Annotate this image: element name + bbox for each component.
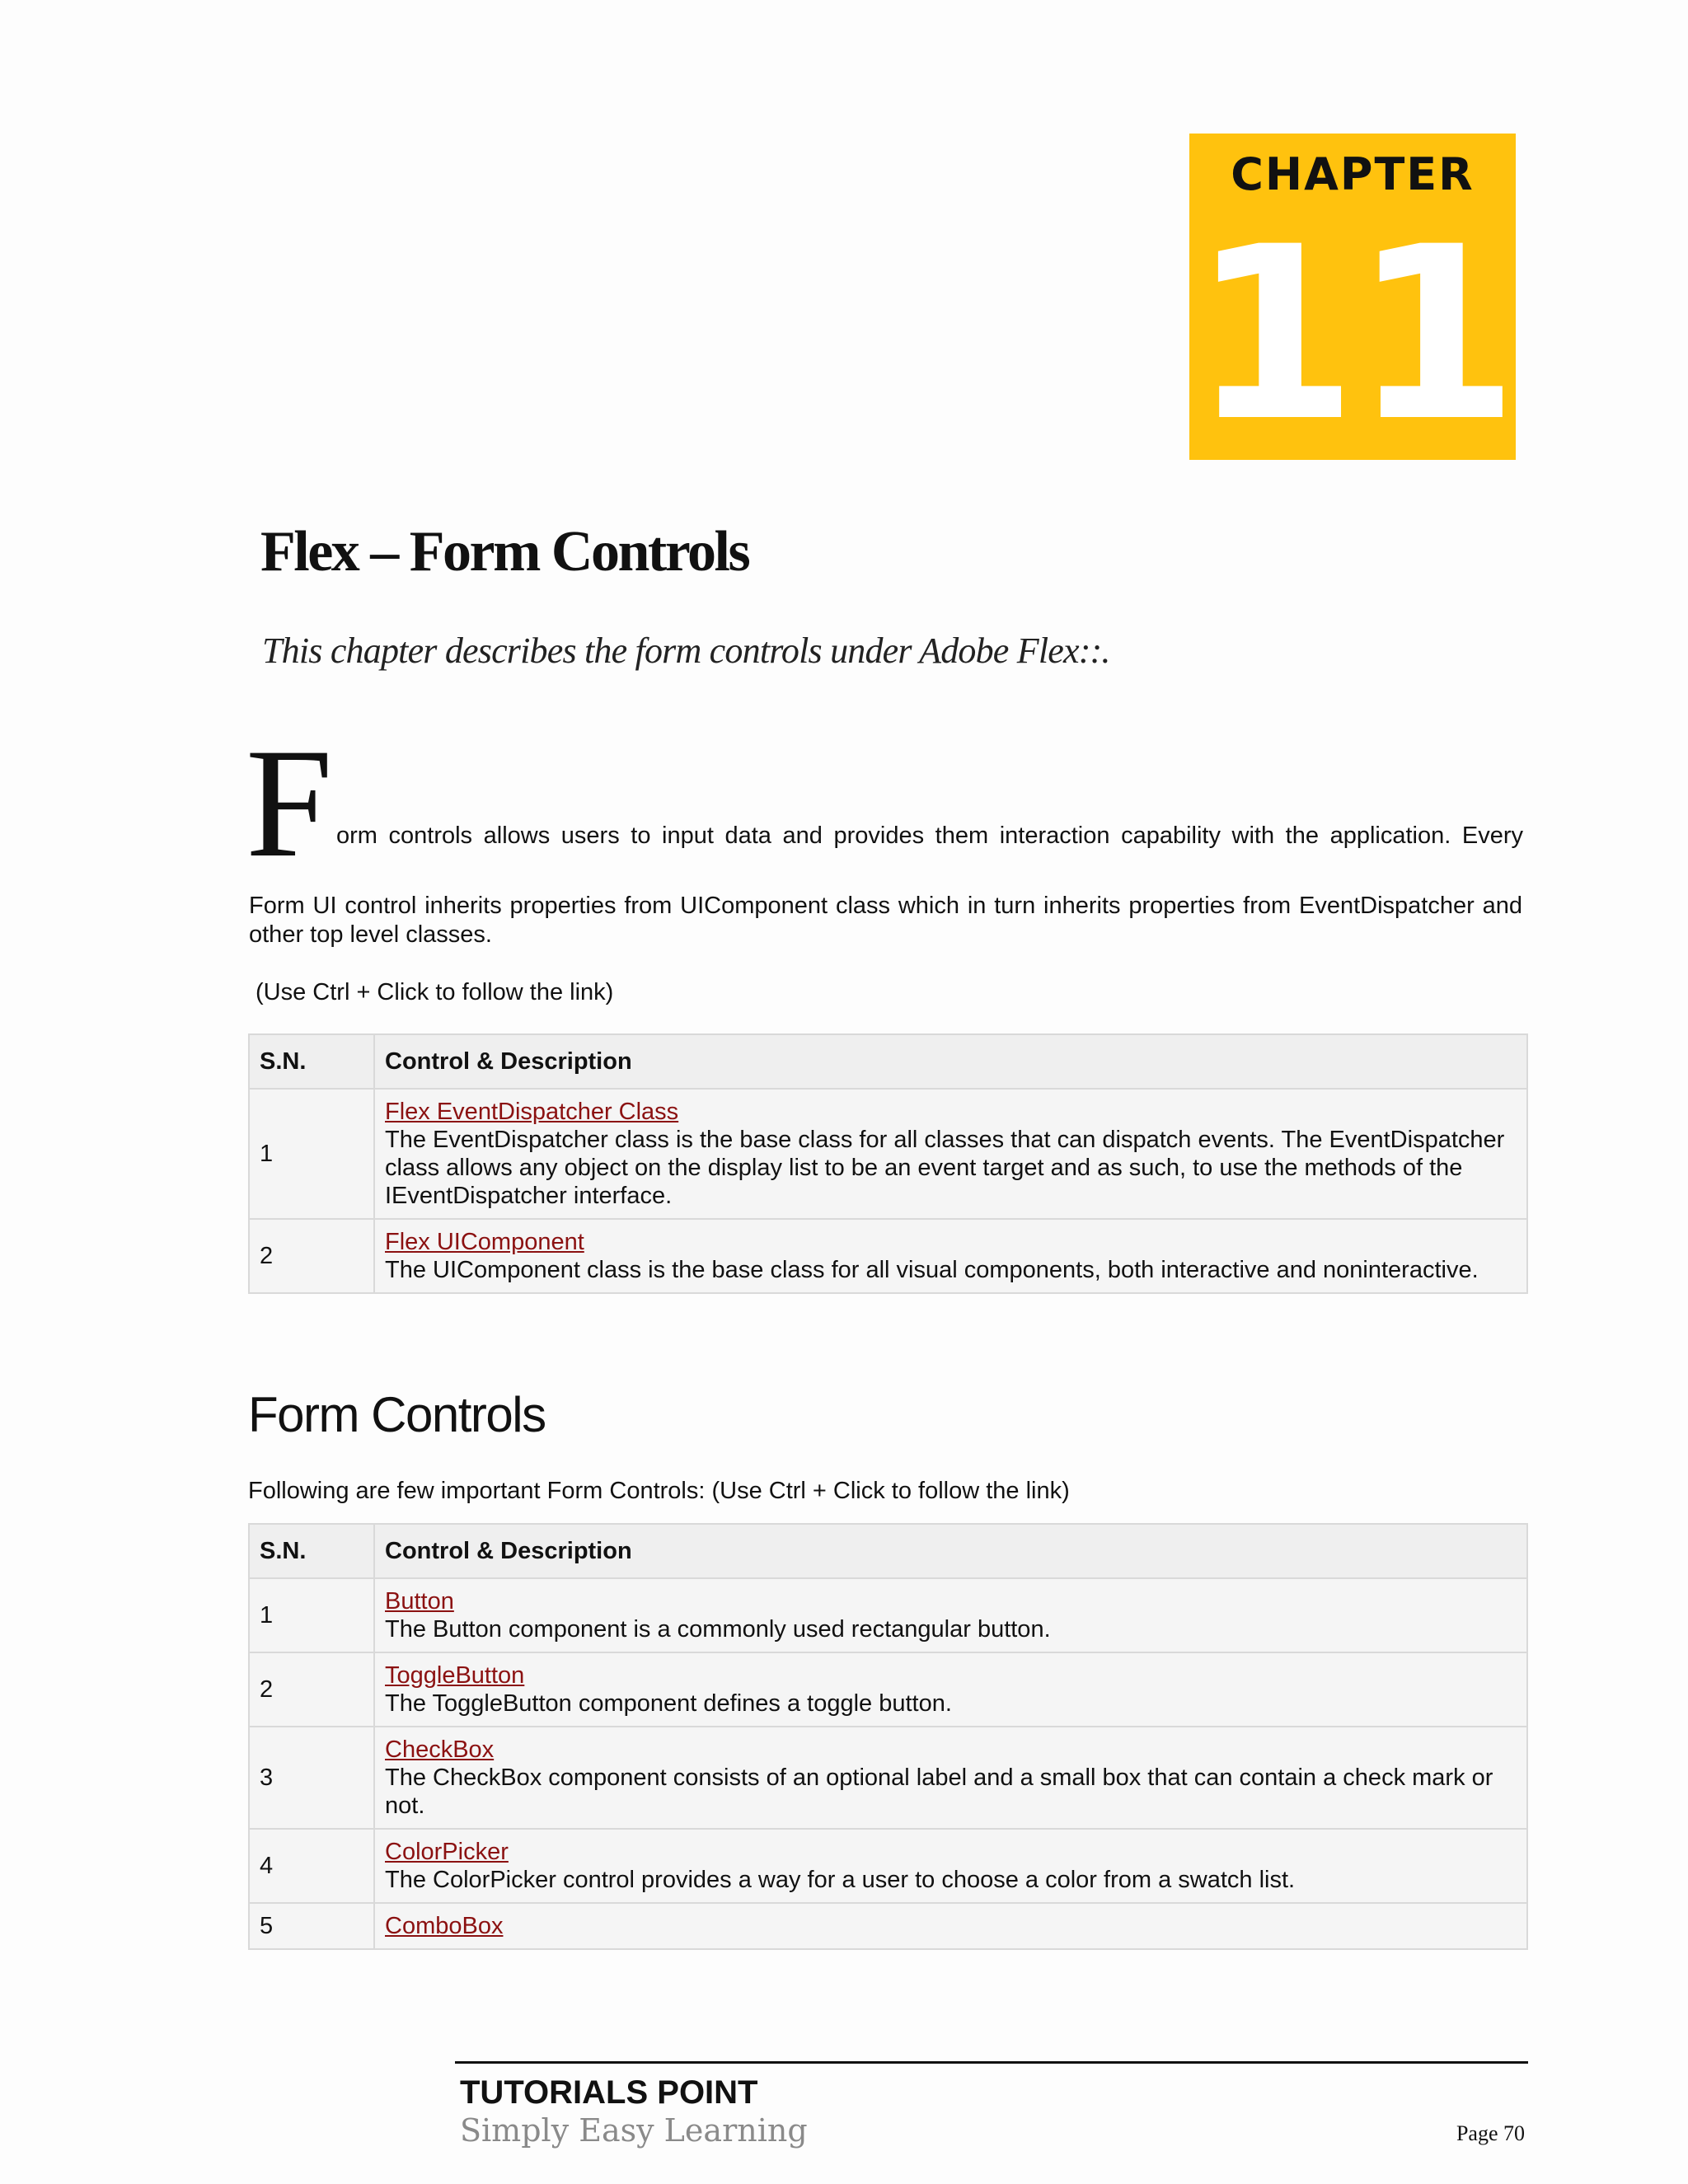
colorpicker-link[interactable]: ColorPicker (385, 1839, 509, 1865)
form-controls-table (248, 1523, 1528, 1950)
row-desc-text: The ToggleButton component defines a toggle button. (385, 1690, 952, 1717)
row-desc-text: The EventDispatcher class is the base class for all classes that can dispatch events. The EventDispatcher class allows any object on the display list to be an event target and as such, to use the methods of the IEventDispatcher interface. (385, 1127, 1505, 1209)
page-number: Page 70 (1456, 2121, 1525, 2145)
row-description (374, 1089, 1527, 1219)
chapter-title: Flex – Form Controls (260, 520, 749, 583)
header-sn: S.N. (249, 1034, 374, 1089)
footer-tagline: Simply Easy Learning (460, 2112, 808, 2149)
row-description (374, 1652, 1527, 1727)
chapter-subtitle: This chapter describes the form controls under Adobe Flex::. (262, 630, 1110, 671)
row-sn: 3 (249, 1727, 374, 1829)
button-link[interactable]: Button (385, 1588, 454, 1615)
drop-cap: F (246, 717, 333, 890)
row-description (374, 1903, 1527, 1949)
row-description (374, 1829, 1527, 1903)
row-desc-text: The CheckBox component consists of an optional label and a small box that can contain a check mark or not. (385, 1765, 1493, 1819)
row-description (374, 1219, 1527, 1293)
chapter-label: CHAPTER (1231, 148, 1475, 200)
section-heading: Form Controls (248, 1387, 546, 1442)
header-description: Control & Description (374, 1034, 1527, 1089)
row-sn: 5 (249, 1903, 374, 1949)
table-row (249, 1829, 1527, 1903)
intro-paragraph: Form UI control inherits properties from UIComponent class which in turn inherits properties from EventDispatcher and other top level classes. (249, 893, 1522, 948)
footer-brand: TUTORIALS POINT (460, 2074, 758, 2111)
combobox-link[interactable]: ComboBox (385, 1913, 504, 1939)
row-sn: 2 (249, 1219, 374, 1293)
row-desc-text: The UIComponent class is the base class for all visual components, both interactive and noninteractive. (385, 1257, 1479, 1283)
togglebutton-link[interactable]: ToggleButton (385, 1662, 525, 1689)
row-desc-text: The ColorPicker control provides a way for a user to choose a color from a swatch list. (385, 1867, 1296, 1893)
table-row (249, 1219, 1527, 1293)
intro-note: (Use Ctrl + Click to follow the link) (256, 979, 614, 1005)
row-sn: 1 (249, 1089, 374, 1219)
intro-first-line: orm controls allows users to input data and provides them interaction capability with the application. Every (336, 823, 1523, 849)
table-header-row (249, 1524, 1527, 1578)
footer-divider (455, 2061, 1528, 2064)
table-row (249, 1578, 1527, 1652)
table-row (249, 1903, 1527, 1949)
table-row (249, 1089, 1527, 1219)
row-description (374, 1727, 1527, 1829)
eventdispatcher-link[interactable]: Flex EventDispatcher Class (385, 1099, 679, 1125)
table-row (249, 1652, 1527, 1727)
checkbox-link[interactable]: CheckBox (385, 1736, 495, 1763)
header-sn: S.N. (249, 1524, 374, 1578)
row-desc-text: The Button component is a commonly used rectangular button. (385, 1616, 1051, 1643)
header-description: Control & Description (374, 1524, 1527, 1578)
table-row (249, 1727, 1527, 1829)
base-classes-table (248, 1033, 1528, 1294)
table-header-row (249, 1034, 1527, 1089)
section-intro: Following are few important Form Controls: (Use Ctrl + Click to follow the link) (248, 1478, 1070, 1504)
chapter-number: 11 (1191, 196, 1514, 474)
row-sn: 2 (249, 1652, 374, 1727)
row-sn: 4 (249, 1829, 374, 1903)
uicomponent-link[interactable]: Flex UIComponent (385, 1229, 584, 1255)
row-description (374, 1578, 1527, 1652)
chapter-badge (1189, 134, 1516, 474)
row-sn: 1 (249, 1578, 374, 1652)
